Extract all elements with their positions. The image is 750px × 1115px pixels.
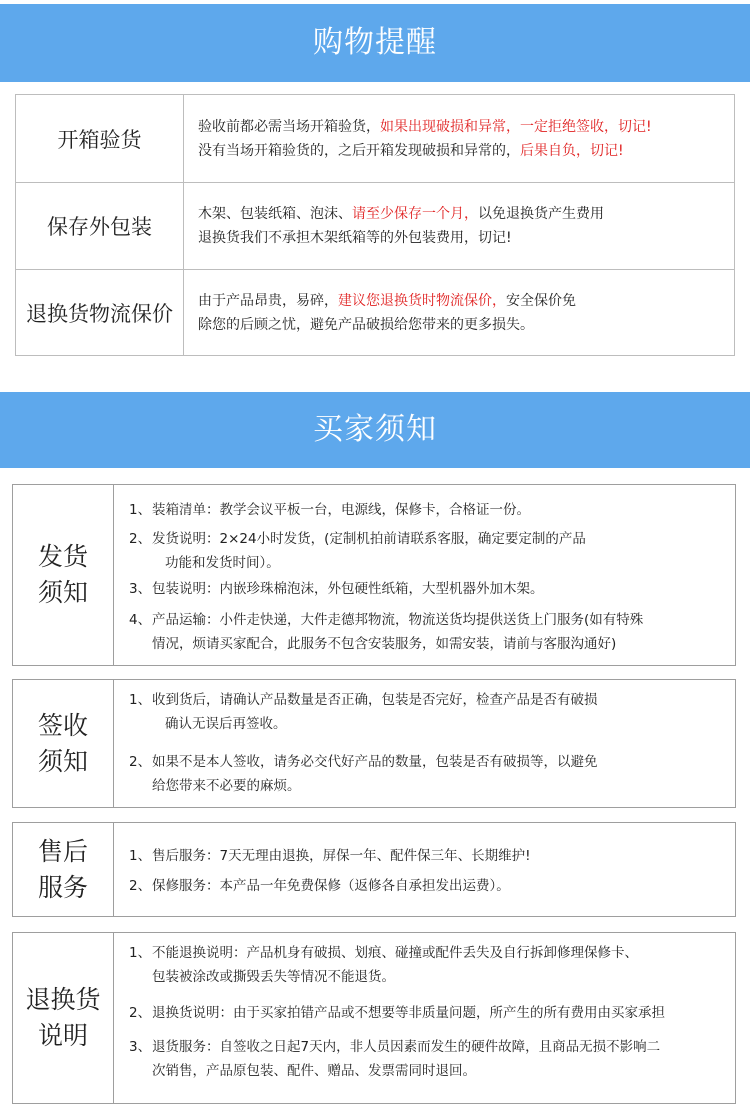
highlight-text: 建议您退换货时物流保价，: [338, 292, 506, 309]
reminder-row-label: 保存外包装: [16, 183, 184, 269]
item-line: 包装被涂改或撕毁丢失等情况不能退货。: [152, 969, 395, 985]
item-number: 2、: [129, 878, 152, 894]
text-line: [198, 313, 726, 337]
body-text: 除您的后顾之忧，避免产品破损给您带来的更多损失。: [198, 316, 534, 333]
body-text: 验收前都必需当场开箱验货，: [198, 118, 380, 135]
item-number: 2、: [129, 754, 152, 770]
shopping-reminder-table: [15, 94, 735, 356]
item-line: 装箱清单：教学会议平板一台，电源线，保修卡，合格证一份。: [152, 502, 530, 518]
section-label: [13, 680, 114, 807]
item-line: 次销售，产品原包装、配件、赠品、发票需同时退回。: [152, 1063, 476, 1079]
reminder-row-label: 开箱验货: [16, 95, 184, 182]
section-label-line: 退换货: [25, 985, 101, 1014]
item-line: 收到货后，请确认产品数量是否正确，包装是否完好，检查产品是否有破损: [152, 692, 598, 708]
item-line: 发货说明：2×24小时发货，(定制机拍前请联系客服，确定要定制的产品: [152, 531, 586, 547]
section-label-line: 签收: [37, 710, 88, 740]
reminder-row-label: 退换货物流保价: [16, 270, 184, 355]
section-label-line: 发货: [37, 542, 88, 571]
item-number: 4、: [129, 612, 152, 628]
highlight-text: 后果自负，切记!: [520, 142, 624, 159]
item-number: 1、: [129, 502, 152, 518]
item-number: 2、: [129, 1005, 152, 1021]
section-label: [13, 933, 114, 1103]
item-line: 如果不是本人签收，请务必交代好产品的数量，包装是否有破损等，以避免: [152, 754, 598, 770]
section-label: [13, 823, 114, 916]
reminder-row-packaging: [16, 183, 734, 270]
reminder-row-insurance: [16, 270, 734, 355]
item-line: 确认无误后再签收。: [165, 716, 287, 732]
highlight-text: 如果出现破损和异常，一定拒绝签收，切记!: [380, 118, 652, 135]
reminder-row-text: [198, 270, 726, 355]
item-line: 情况，烦请买家配合，此服务不包含安装服务，如需安装，请前与客服沟通好): [152, 636, 617, 652]
notice-section-signing: [12, 679, 736, 808]
shopping-reminder-title: 购物提醒: [313, 25, 437, 60]
item-number: 1、: [129, 848, 152, 864]
item-line: 不能退换说明：产品机身有破损、划痕、碰撞或配件丢失及自行拆卸修理保修卡、: [152, 945, 638, 961]
body-text: 没有当场开箱验货的，之后开箱发现破损和异常的，: [198, 142, 520, 159]
item-line: 退换货说明：由于买家拍错产品或不想要等非质量问题，所产生的所有费用由买家承担: [152, 1005, 665, 1021]
body-text: 以免退换货产生费用: [478, 206, 604, 222]
section-label-line: 售后: [37, 836, 88, 866]
buyer-notice-title: 买家须知: [313, 412, 437, 447]
section-label-line: 须知: [37, 578, 88, 607]
text-line: [198, 202, 726, 226]
text-line: [198, 139, 726, 163]
text-line: [198, 226, 726, 250]
section-label-line: 说明: [37, 1021, 88, 1050]
highlight-text: 请至少保存一个月，: [352, 206, 478, 222]
body-text: 木架、包装纸箱、泡沫、: [198, 206, 352, 222]
item-line: 保修服务：本产品一年免费保修（返修各自承担发出运费）。: [152, 878, 510, 894]
text-line: [198, 115, 726, 139]
item-line: 给您带来不必要的麻烦。: [152, 778, 301, 794]
shopping-reminder-banner: [0, 4, 750, 82]
item-number: 1、: [129, 945, 152, 961]
item-line: 退货服务：自签收之日起7天内，非人员因素而发生的硬件故障，且商品无损不影响二: [152, 1039, 661, 1055]
item-number: 1、: [129, 692, 152, 708]
body-text: 安全保价免: [506, 292, 576, 309]
item-line: 售后服务：7天无理由退换，屏保一年、配件保三年、长期维护!: [152, 848, 531, 864]
reminder-row-text: [198, 95, 726, 182]
text-line: [198, 289, 726, 313]
notice-section-shipping: [12, 484, 736, 666]
section-label-line: 须知: [37, 746, 88, 776]
item-number: 3、: [129, 581, 152, 597]
notice-section-returns: [12, 932, 736, 1104]
notice-section-after-sales: [12, 822, 736, 917]
body-text: 退换货我们不承担木架纸箱等的外包装费用，切记!: [198, 230, 512, 246]
section-label-line: 服务: [37, 872, 88, 902]
item-line: 产品运输：小件走快递，大件走德邦物流，物流送货均提供送货上门服务(如有特殊: [152, 612, 644, 628]
reminder-row-unboxing: [16, 95, 734, 183]
body-text: 由于产品昂贵，易碎，: [198, 292, 338, 309]
item-line: 功能和发货时间）。: [165, 555, 280, 571]
reminder-row-text: [198, 183, 726, 269]
item-number: 3、: [129, 1039, 152, 1055]
item-number: 2、: [129, 531, 152, 547]
section-label: [13, 485, 114, 665]
buyer-notice-banner: [0, 392, 750, 468]
item-line: 包装说明：内嵌珍珠棉泡沫，外包硬性纸箱，大型机器外加木架。: [152, 581, 544, 597]
